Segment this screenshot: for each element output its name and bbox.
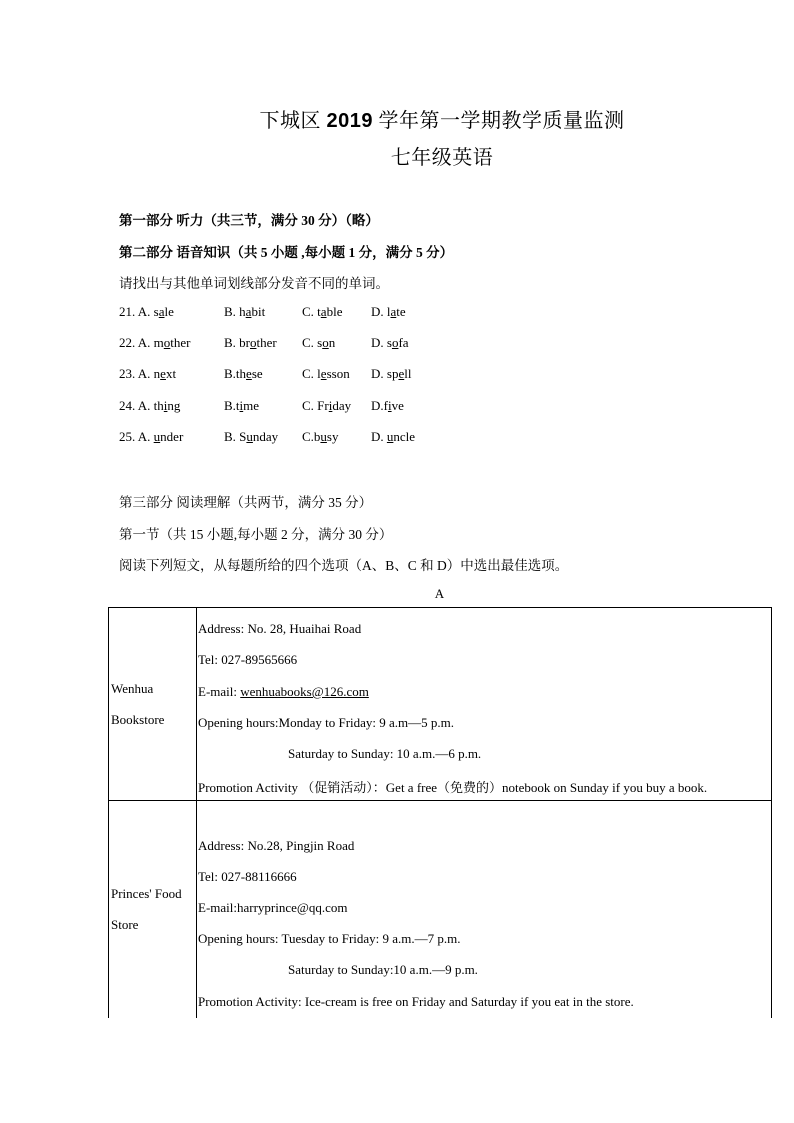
store-tel: Tel: 027-89565666 [198,652,298,667]
part3-instruction: 阅读下列短文，从每题所给的四个选项（A、B、C 和 D）中选出最佳选项。 [119,558,569,573]
option-b: B.time [224,398,260,413]
store-hours-weekend: Saturday to Sunday: 10 a.m.—6 p.m. [288,746,482,761]
option-c: C. son [302,335,336,350]
passage-label: A [434,586,445,601]
store-hours-weekday: Opening hours: Tuesday to Friday: 9 a.m.—7 p.m. [198,931,461,946]
table-row [109,801,771,1018]
option-d: D. late [371,304,406,319]
store-promotion: Promotion Activity （促销活动）：Get a free（免费的）notebook on Sunday if you buy a book. [198,780,708,795]
exam-title [45,104,794,133]
part1-heading: 第一部分 听力（共三节，满分 30 分）（略） [119,213,379,228]
email-text: harryprince@qq.com [237,900,348,915]
option-a: 22. A. mother [119,335,191,350]
option-a: 21. A. sale [119,304,174,319]
store-email: E-mail:harryprince@qq.com [198,900,348,915]
title-suffix: 学年第一学期教学质量监测 [373,110,625,132]
option-c: C.busy [302,429,339,444]
option-c: C. table [302,304,343,319]
email-link[interactable]: wenhuabooks@126.com [240,684,369,699]
store-address: Address: No.28, Pingjin Road [198,838,355,853]
part2-instruction: 请找出与其他单词划线部分发音不同的单词。 [119,276,389,291]
store-address: Address: No. 28, Huaihai Road [198,621,362,636]
part2-heading: 第二部分 语音知识（共 5 小题 ,每小题 1 分，满分 5 分） [119,245,454,260]
store-email: E-mail: wenhuabooks@126.com [198,684,369,699]
option-a: 24. A. thing [119,398,181,413]
option-d: D. sofa [371,335,409,350]
option-c: C. Friday [302,398,352,413]
option-b: B. brother [224,335,277,350]
table-row [109,608,771,801]
exam-subtitle: 七年级英语 [390,147,494,169]
option-b: B.these [224,366,263,381]
title-year: 2019 [326,110,373,132]
option-a: 23. A. next [119,366,177,381]
store-name: Princes' Food Store [111,886,182,932]
option-d: D.five [371,398,404,413]
option-a: 25. A. under [119,429,184,444]
option-b: B. Sunday [224,429,279,444]
store-promotion: Promotion Activity: Ice-cream is free on Friday and Saturday if you eat in the store. [198,994,634,1009]
store-table [108,607,772,1018]
column-divider [196,608,197,800]
title-prefix: 下城区 [259,110,327,132]
store-hours-weekend: Saturday to Sunday:10 a.m.—9 p.m. [288,962,478,977]
part3-heading: 第三部分 阅读理解（共两节，满分 35 分） [119,495,373,510]
store-tel: Tel: 027-88116666 [198,869,297,884]
store-hours-weekday: Opening hours:Monday to Friday: 9 a.m—5 p.m. [198,715,455,730]
option-c: C. lesson [302,366,350,381]
store-name: Wenhua Bookstore [111,681,165,727]
column-divider [196,801,197,1018]
section1-heading: 第一节（共 15 小题,每小题 2 分，满分 30 分） [119,527,393,542]
option-d: D. uncle [371,429,416,444]
option-d: D. spell [371,366,412,381]
option-b: B. habit [224,304,266,319]
